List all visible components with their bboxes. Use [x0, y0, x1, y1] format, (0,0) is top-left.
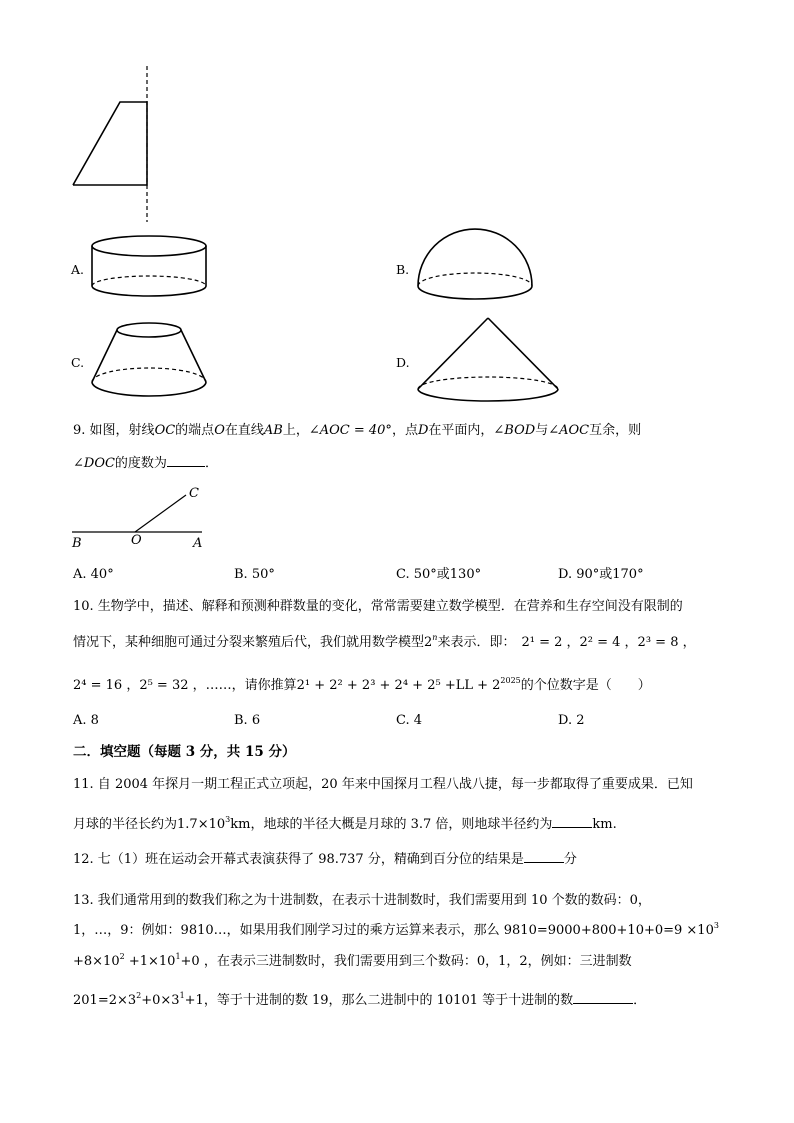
- q13-exponent: 1: [179, 991, 185, 1000]
- angle-doc: ∠DOC: [73, 456, 115, 471]
- q13-text: 1，…，9：例如：9810…，如果用我们刚学习过的乘方运算来表示，那么 9810=9000+800+10+0=9 ×10: [73, 923, 714, 938]
- q11-line1: 11. 自 2004 年探月一期工程正式立项起，20 年来中国探月工程八战八捷，每一步都取得了重要成果．已知: [73, 777, 693, 792]
- q9-label-o: O: [131, 533, 142, 548]
- q10-line3: [73, 677, 651, 695]
- q13-line4: [73, 989, 646, 1010]
- q12-answer-blank[interactable]: [524, 848, 564, 863]
- q8-option-b-label[interactable]: B.: [396, 262, 410, 277]
- q13-text: ．: [633, 993, 647, 1008]
- q8-option-a-label[interactable]: A.: [71, 262, 85, 277]
- q9-number: 9.: [73, 423, 86, 438]
- q9-text: 与: [535, 423, 549, 438]
- q9-option-c[interactable]: C. 50°或130°: [396, 567, 482, 582]
- q10-option-a[interactable]: A. 8: [73, 713, 99, 728]
- q13-line2: [73, 922, 719, 940]
- q13-text: 201=2×3: [73, 993, 137, 1008]
- q9-option-b[interactable]: B. 50°: [234, 567, 275, 582]
- q10-text: 情况下，某种细胞可通过分裂来繁殖后代，我们就用数学模型: [73, 635, 425, 650]
- q10-line1: 10. 生物学中，描述、解释和预测种群数量的变化，常常需要建立数学模型．在营养和生存空间没有限制的: [73, 599, 683, 614]
- q10-examples: 2¹ = 2 ，2² = 4 ，2³ = 8 ，: [521, 635, 696, 650]
- q9-text: 上，: [282, 423, 309, 438]
- q10-text: 来表示．即：: [437, 635, 516, 650]
- q13-exponent: 2: [119, 952, 125, 961]
- q10-line2: [73, 634, 696, 652]
- q13-exponent: 1: [175, 952, 181, 961]
- moon-radius-unit: km: [230, 817, 251, 832]
- q11-line2: [73, 813, 617, 834]
- line-ab: AB: [263, 423, 283, 438]
- point-o: O: [214, 423, 225, 438]
- q10-option-d[interactable]: D. 2: [558, 713, 585, 728]
- q10-model-exponent: n: [432, 633, 438, 642]
- q12-line: [73, 848, 577, 869]
- q11-text: km.: [592, 817, 617, 832]
- q12-text: 12. 七（1）班在运动会开幕式表演获得了 98.737 分，精确到百分位的结果是: [73, 852, 524, 867]
- q9-label-b: B: [72, 536, 82, 551]
- q8-option-d-label[interactable]: D.: [396, 355, 410, 370]
- q11-text: 月球的半径长约为: [73, 817, 178, 832]
- point-d: D: [417, 423, 429, 438]
- q11-answer-blank[interactable]: [552, 813, 592, 828]
- q9-label-a: A: [193, 536, 203, 551]
- q10-model: 2: [424, 635, 433, 650]
- q13-text: +8×10: [73, 954, 120, 969]
- q13-answer-blank[interactable]: [573, 989, 633, 1004]
- q13-text: +0×3: [141, 993, 180, 1008]
- q11-text: ，地球的半径大概是月球的 3.7 倍，则地球半径约为: [250, 817, 553, 832]
- q9-label-c: C: [189, 486, 199, 501]
- q9-text: ．: [204, 456, 218, 471]
- q10-option-b[interactable]: B. 6: [234, 713, 261, 728]
- q9-option-a[interactable]: A. 40°: [73, 567, 114, 582]
- ray-oc: OC: [154, 423, 176, 438]
- q9-text: 互余，则: [589, 423, 642, 438]
- moon-radius-value: 1.7×10: [177, 817, 226, 832]
- section-heading: 二．填空题（每题 3 分，共 15 分）: [73, 744, 296, 760]
- q13-text: +1×10: [124, 954, 176, 969]
- q10-text: 的个位数字是（ ）: [520, 678, 651, 693]
- q13-text: +0 ，在表示三进制数时，我们需要用到三个数码：0，1，2，例如：三进制数: [180, 954, 632, 969]
- angle-bod: ∠BOD: [493, 423, 536, 438]
- angle-aoc-value: ∠AOC = 40°: [308, 423, 392, 438]
- q12-text: 分: [563, 852, 577, 867]
- q13-line1: 13. 我们通常用到的数我们称之为十进制数，在表示十进制数时，我们需要用到 10 个数的数码：0，: [73, 893, 651, 908]
- q10-option-c[interactable]: C. 4: [396, 713, 423, 728]
- q9-text: 在平面内，: [428, 423, 494, 438]
- q13-exponent: 3: [713, 921, 719, 930]
- q10-text: 2⁴ = 16 ，2⁵ = 32 ，……，请你推算: [73, 678, 297, 693]
- q9-text: ，点: [391, 423, 418, 438]
- q9-text: 的度数为: [114, 456, 167, 471]
- q13-text: +1，等于十进制的数 19，那么二进制中的 10101 等于十进制的数: [184, 993, 574, 1008]
- q13-exponent: 2: [136, 991, 142, 1000]
- q8-option-c-label[interactable]: C.: [71, 355, 85, 370]
- q13-line3: [73, 953, 632, 971]
- moon-radius-exponent: 3: [225, 815, 231, 824]
- q9-text: 在直线: [224, 423, 264, 438]
- q9-text: 的端点: [175, 423, 215, 438]
- q10-sum-exponent: 2025: [500, 676, 521, 685]
- q9-text: 如图，射线: [89, 423, 155, 438]
- q10-sum-expression: 2¹ + 2² + 2³ + 2⁴ + 2⁵ +LL + 2: [296, 678, 501, 693]
- angle-aoc: ∠AOC: [548, 423, 590, 438]
- q9-figure: [0, 0, 794, 560]
- q9-option-d[interactable]: D. 90°或170°: [558, 567, 644, 582]
